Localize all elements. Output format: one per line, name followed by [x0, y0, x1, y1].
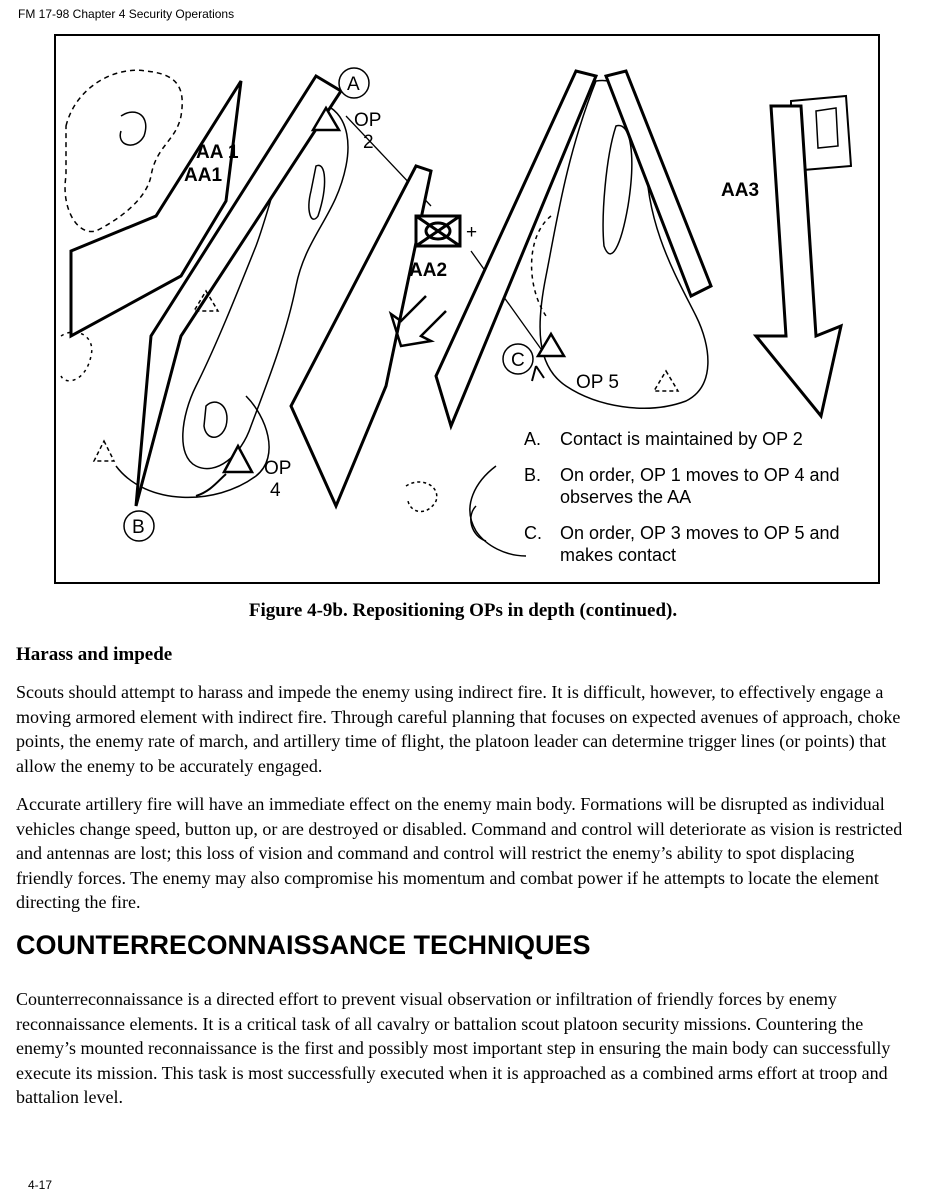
- marker-a-label: A: [347, 74, 360, 95]
- body-paragraph: Accurate artillery fire will have an immediate effect on the enemy main body. Formations will be disrupted as individual vehicles change speed, button up, or are destroyed or disabled. Command and control will deteriorate as vision is restricted and antennas are lost; this loss of vision and command and control will restrict the enemy’s ability to spot displacing friendly forces. The enemy may also compromise his momentum and combat power if he attempts to locate the element directing the fire.: [16, 794, 903, 912]
- enemy-plus-label: +: [466, 222, 478, 243]
- aa1-label: AA 1: [196, 142, 239, 163]
- legend-text: On order, OP 3 moves to OP 5 and makes contact: [560, 523, 840, 565]
- op2-label: OP: [354, 110, 382, 131]
- aa3-arrow-mid: [606, 71, 711, 296]
- legend-item-b: [524, 464, 864, 508]
- building: [816, 108, 838, 148]
- legend-letter: A.: [524, 429, 542, 449]
- body-paragraph: Counterreconnaissance is a directed effort to prevent visual observation or infiltration of friendly forces by enemy reconnaissance elements. It is a critical task of all cavalry or battalion scout platoon security missions. Countering the enemy’s mounted reconnaissance is the first and possibly most important step in ensuring the main body can successfully execute its mission. This task is most successfully executed when it is approached as a combined arms effort at troop and battalion level.: [16, 989, 891, 1107]
- terrain-contour: [61, 332, 92, 381]
- figure-map: [54, 34, 880, 584]
- figure-caption: Figure 4-9b. Repositioning OPs in depth (continued).: [248, 600, 678, 621]
- terrain-contour: [120, 112, 146, 145]
- op4-triangle-icon: [224, 446, 252, 472]
- body-paragraph: Scouts should attempt to harass and impede the enemy using indirect fire. It is difficult, however, to effectively engage a moving armored element with indirect fire. Through careful planning that focuses on expected avenues of approach, choke points, the enemy rate of march, and artillery time of flight, the platoon leader can determine trigger lines (or points) that allow the enemy to be accurately engaged.: [16, 682, 901, 776]
- terrain-contour: [309, 165, 325, 219]
- legend-text: On order, OP 1 moves to OP 4 and observes the AA: [560, 465, 840, 507]
- legend-letter: C.: [524, 523, 542, 543]
- aa1-arrow: [71, 81, 241, 336]
- chapter-section-heading: COUNTERRECONNAISSANCE TECHNIQUES: [16, 930, 591, 960]
- terrain-contour: [470, 466, 526, 556]
- aa2-label: AA2: [409, 260, 448, 281]
- terrain-contour: [603, 126, 632, 254]
- legend-item-a: [524, 428, 864, 450]
- aa3-arrow-right: [756, 106, 841, 416]
- aa3-label: AA3: [721, 180, 760, 201]
- terrain-contour: [204, 402, 227, 437]
- aa1-label-second: AA1: [184, 165, 223, 186]
- op4-label: OP: [264, 458, 292, 479]
- op3-triangle-icon: [654, 371, 678, 391]
- legend-letter: B.: [524, 465, 542, 485]
- terrain-contour: [406, 482, 437, 512]
- marker-b-label: B: [132, 517, 145, 538]
- figure-legend: [524, 428, 864, 580]
- op5-label: OP 5: [576, 372, 619, 393]
- section-heading: Harass and impede: [16, 644, 173, 665]
- op2-number: 2: [363, 132, 374, 153]
- movement-arrow: [532, 366, 544, 381]
- page-number: 4-17: [28, 1178, 53, 1192]
- legend-text: Contact is maintained by OP 2: [560, 429, 803, 449]
- aa1-arrow-lower: [291, 166, 431, 506]
- op4-number: 4: [270, 480, 281, 501]
- op1-triangle-icon: [94, 441, 114, 461]
- running-header: FM 17-98 Chapter 4 Security Operations: [18, 7, 235, 21]
- marker-c-label: C: [511, 350, 525, 371]
- legend-item-c: [524, 522, 864, 566]
